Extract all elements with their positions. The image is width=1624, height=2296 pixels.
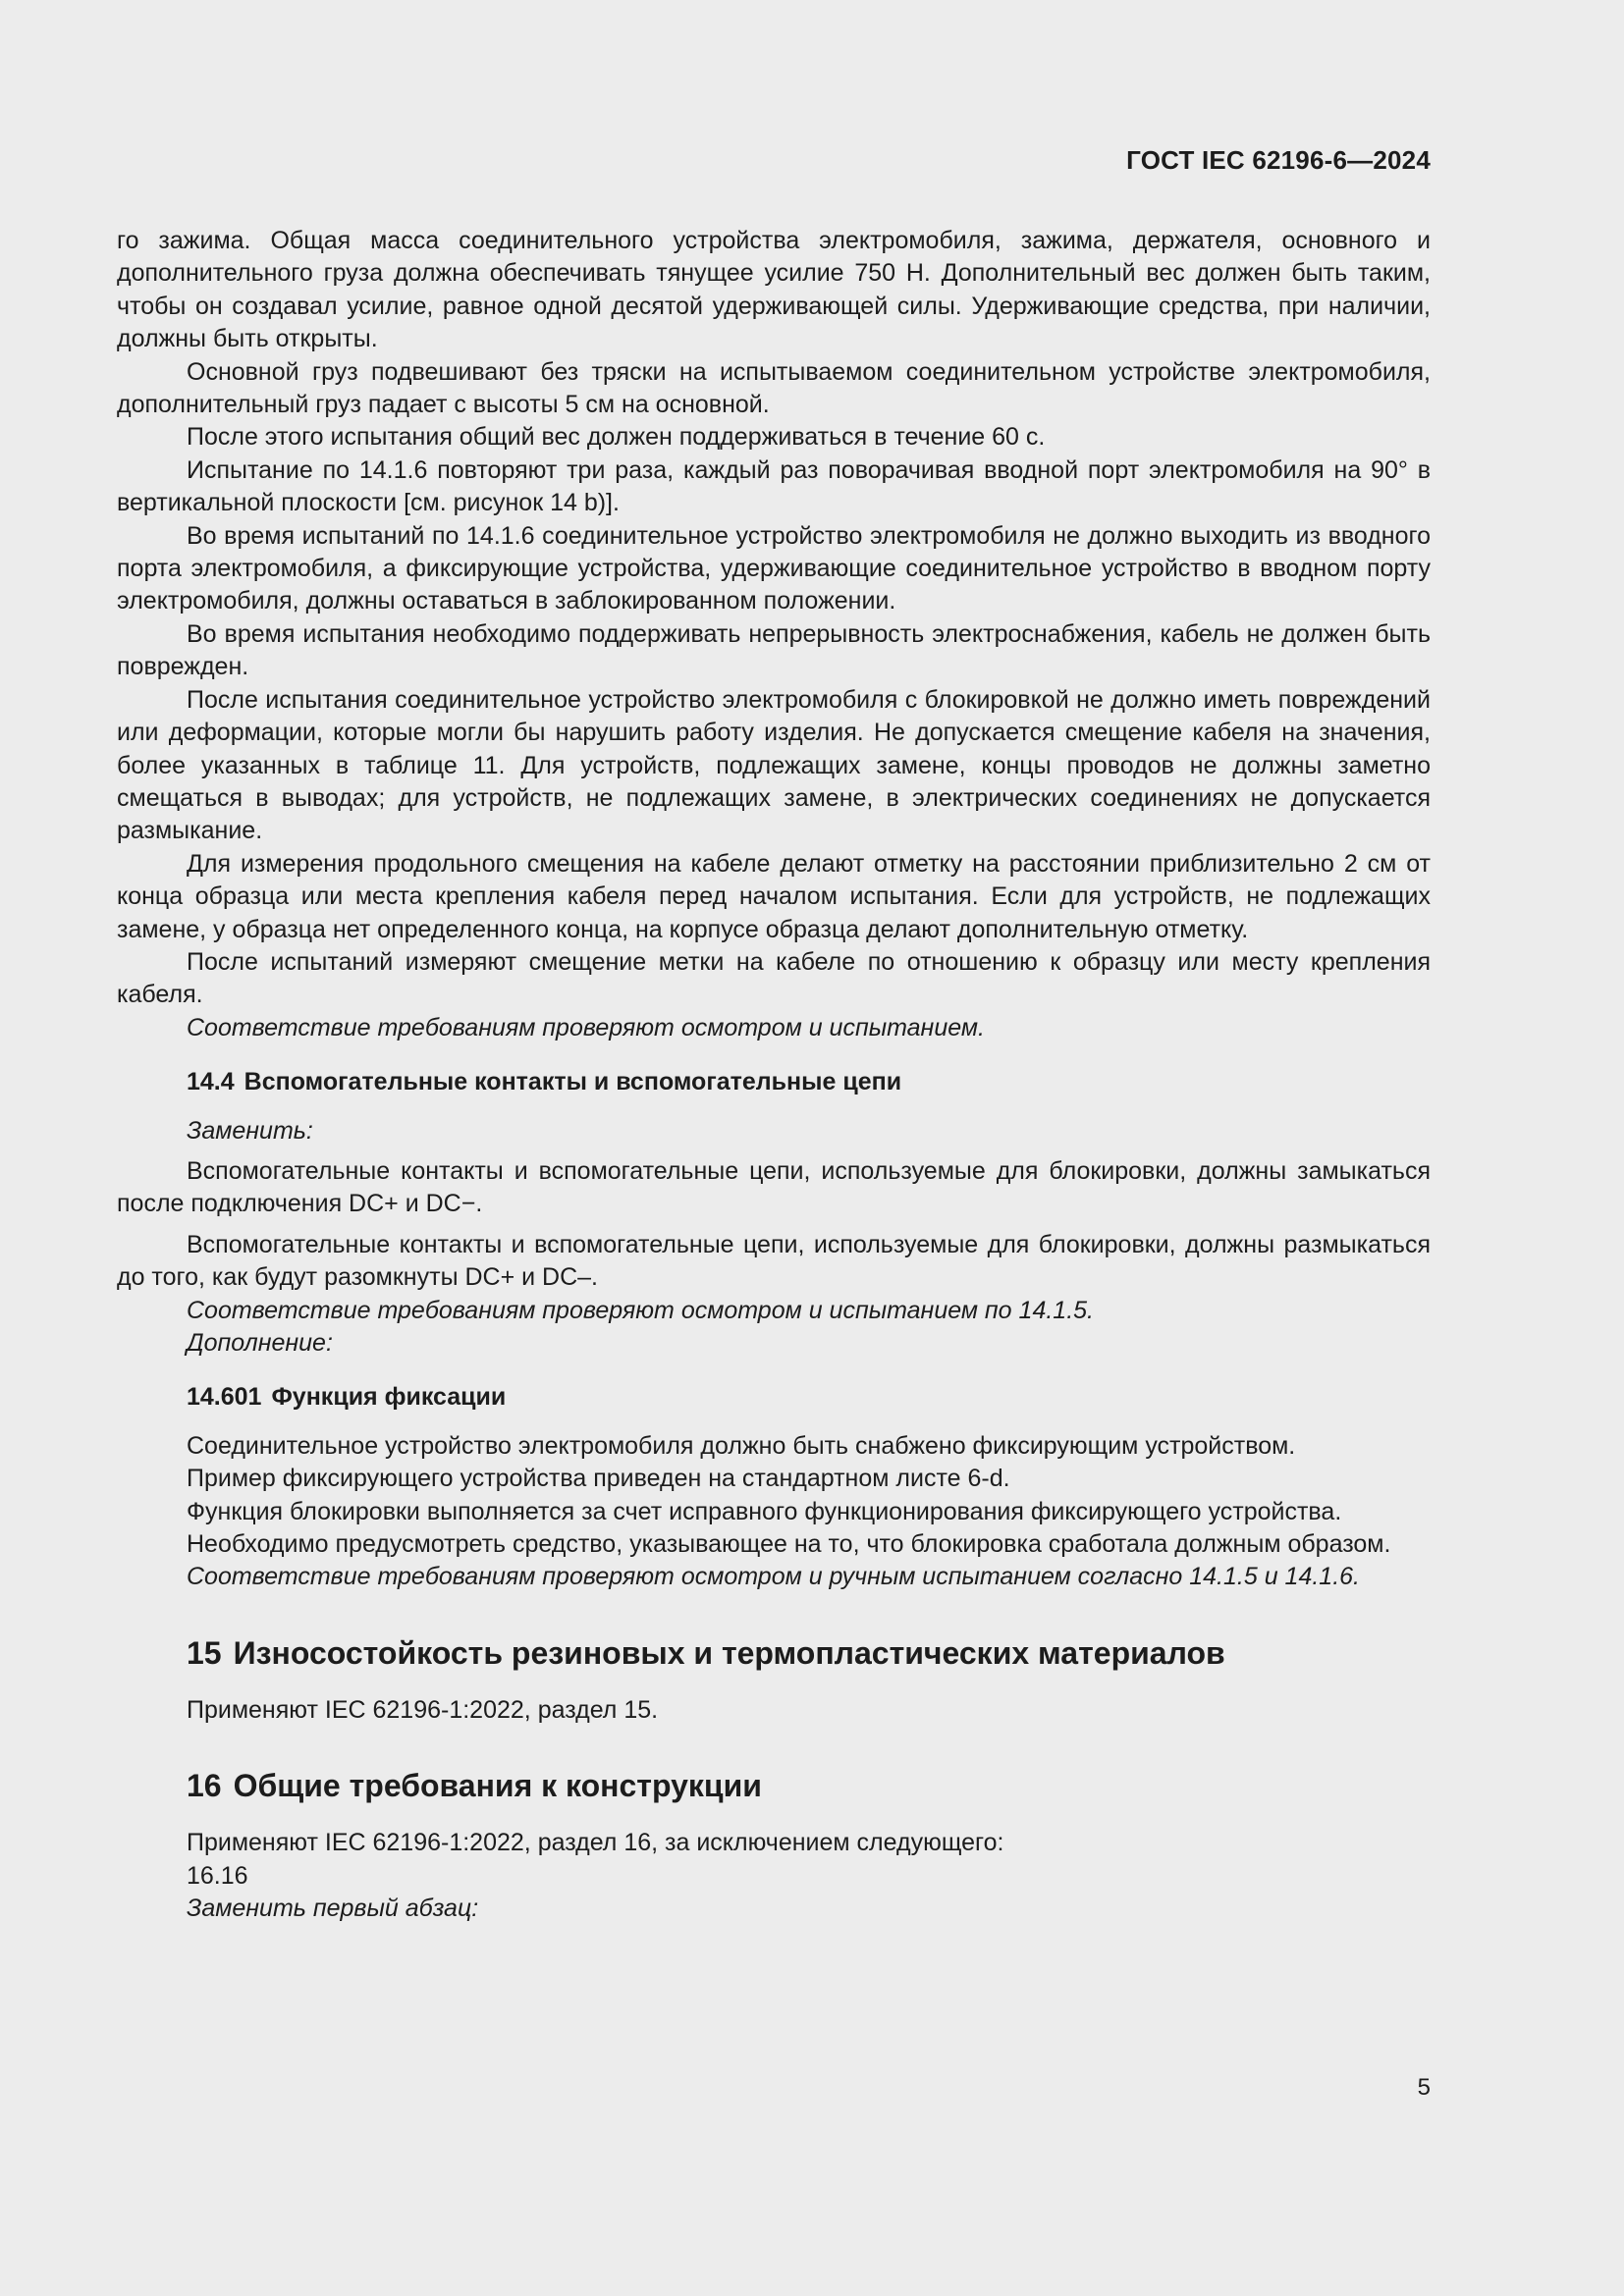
section-heading-15 [117, 1633, 1431, 1673]
replace-label: Заменить: [187, 1116, 313, 1145]
page-content [117, 225, 1431, 1925]
compliance-note: Соответствие требованиям проверяют осмотром и испытанием по 14.1.5. [187, 1296, 1094, 1324]
addition-label: Дополнение: [187, 1329, 333, 1357]
paragraph-continuation: го зажима. Общая масса соединительного устройства электромобиля, зажима, держателя, основного и дополнительного груза должна обеспечивать тянущее усилие 750 Н. Дополнительный вес должен быть таким, чтобы он создавал усилие, равное одной десятой удерживающей силы. Удерживающие средства, при наличии, должны быть открыты. [117, 227, 1431, 353]
paragraph: Испытание по 14.1.6 повторяют три раза, каждый раз поворачивая вводной порт электромобиля на 90° в вертикальной плоскости [см. рисунок 14 b)]. [117, 455, 1431, 517]
paragraph: Пример фиксирующего устройства приведен на стандартном листе 6-d. [187, 1465, 1010, 1493]
compliance-note: Соответствие требованиям проверяют осмотром и ручным испытанием согласно 14.1.5 и 14.1.6. [187, 1563, 1360, 1591]
paragraph: После испытаний измеряют смещение метки на кабеле по отношению к образцу или месту крепления кабеля. [117, 947, 1431, 1009]
paragraph: Соединительное устройство электромобиля должно быть снабжено фиксирующим устройством. [187, 1431, 1296, 1460]
section-title: Общие требования к конструкции [233, 1768, 762, 1804]
paragraph: Функция блокировки выполняется за счет исправного функционирования фиксирующего устройства. [187, 1497, 1342, 1525]
section-heading-16 [117, 1766, 1431, 1805]
paragraph: Применяют IEC 62196-1:2022, раздел 15. [187, 1695, 659, 1724]
page-number: 5 [1417, 2074, 1431, 2101]
paragraph: Применяют IEC 62196-1:2022, раздел 16, за исключением следующего: [187, 1829, 1004, 1857]
compliance-note: Соответствие требованиям проверяют осмотром и испытанием. [187, 1013, 985, 1041]
subsection-heading-14-4 [117, 1066, 1431, 1098]
replace-label: Заменить первый абзац: [187, 1895, 479, 1923]
paragraph: Во время испытания необходимо поддерживать непрерывность электроснабжения, кабель не должен быть поврежден. [117, 619, 1431, 681]
document-code-header: ГОСТ IEC 62196-6—2024 [1126, 145, 1431, 175]
paragraph: Во время испытаний по 14.1.6 соединительное устройство электромобиля не должно выходить из вводного порта электромобиля, а фиксирующие устройства, удерживающие соединительное устройство в вводном порту электромобиля, должны оставаться в заблокированном положении. [117, 521, 1431, 615]
paragraph: Необходимо предусмотреть средство, указывающее на то, что блокировка сработала должным образом. [187, 1530, 1391, 1559]
subsection-number: 14.601 [187, 1383, 262, 1412]
paragraph: После испытания соединительное устройство электромобиля с блокировкой не должно иметь повреждений или деформации, которые могли бы нарушить работу изделия. Не допускается смещение кабеля на значения, более указанных в таблице 11. Для устройств, подлежащих замене, концы проводов не должны заметно смещаться в выводах; для устройств, не подлежащих замене, в электрических соединениях не допускается размыкание. [117, 685, 1431, 845]
paragraph: После этого испытания общий вес должен поддерживаться в течение 60 с. [187, 423, 1046, 452]
paragraph: Вспомогательные контакты и вспомогательные цепи, используемые для блокировки, должны замыкаться после подключения DC+ и DC−. [117, 1156, 1431, 1218]
subsection-title: Вспомогательные контакты и вспомогательные цепи [244, 1068, 902, 1096]
subsection-number: 14.4 [187, 1068, 235, 1096]
paragraph: Основной груз подвешивают без тряски на испытываемом соединительном устройстве электромобиля, дополнительный груз падает с высоты 5 см на основной. [117, 357, 1431, 419]
subsection-title: Функция фиксации [271, 1383, 507, 1412]
section-number: 15 [187, 1634, 222, 1671]
clause-number: 16.16 [187, 1861, 248, 1890]
paragraph: Вспомогательные контакты и вспомогательные цепи, используемые для блокировки, должны размыкаться до того, как будут разомкнуты DC+ и DC–. [117, 1230, 1431, 1292]
section-number: 16 [187, 1768, 222, 1804]
subsection-heading-14-601 [117, 1381, 1431, 1414]
section-title: Износостойкость резиновых и термопластических материалов [233, 1634, 1225, 1671]
paragraph: Для измерения продольного смещения на кабеле делают отметку на расстоянии приблизительно 2 см от конца образца или места крепления кабеля перед началом испытания. Если для устройств, не подлежащих замене, у образца нет определенного конца, на корпусе образца делают дополнительную отметку. [117, 849, 1431, 943]
